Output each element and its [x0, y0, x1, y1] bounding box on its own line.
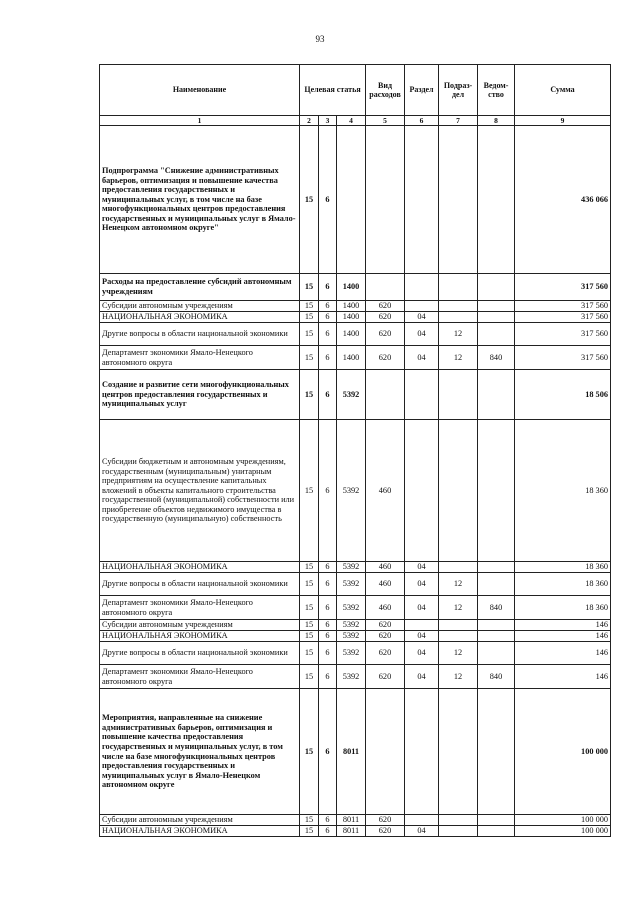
row-target-program: 15	[300, 665, 319, 689]
row-department	[478, 562, 515, 573]
row-subsection: 12	[439, 665, 478, 689]
row-target-program: 15	[300, 573, 319, 596]
row-target-program: 15	[300, 312, 319, 323]
row-department	[478, 631, 515, 642]
row-amount: 146	[515, 631, 611, 642]
row-target-subprogram: 6	[319, 370, 337, 420]
row-amount: 100 000	[515, 826, 611, 837]
row-name: Субсидии автономным учреждениям	[100, 815, 300, 826]
budget-table	[99, 64, 611, 837]
row-amount: 100 000	[515, 689, 611, 815]
row-target-subprogram: 6	[319, 596, 337, 620]
table-row	[100, 370, 611, 420]
row-target-program: 15	[300, 346, 319, 370]
row-department	[478, 274, 515, 301]
row-target-code: 1400	[337, 301, 366, 312]
row-expense-type: 460	[366, 420, 405, 562]
header-target: Целевая статья	[300, 65, 366, 116]
row-target-code: 1400	[337, 274, 366, 301]
row-amount: 18 360	[515, 420, 611, 562]
row-expense-type: 620	[366, 665, 405, 689]
row-amount: 18 360	[515, 596, 611, 620]
table-row	[100, 665, 611, 689]
row-name: НАЦИОНАЛЬНАЯ ЭКОНОМИКА	[100, 826, 300, 837]
row-department	[478, 815, 515, 826]
row-target-program: 15	[300, 642, 319, 665]
row-subsection: 12	[439, 323, 478, 346]
column-number: 7	[439, 116, 478, 126]
table-row	[100, 642, 611, 665]
row-section: 04	[405, 312, 439, 323]
row-department	[478, 323, 515, 346]
table-row	[100, 826, 611, 837]
column-number: 5	[366, 116, 405, 126]
header-amount: Сумма	[515, 65, 611, 116]
row-target-code	[337, 126, 366, 274]
row-subsection	[439, 370, 478, 420]
row-subsection	[439, 631, 478, 642]
row-target-program: 15	[300, 815, 319, 826]
row-target-program: 15	[300, 596, 319, 620]
row-name: Другие вопросы в области национальной экономики	[100, 323, 300, 346]
table-row	[100, 126, 611, 274]
row-target-code: 5392	[337, 620, 366, 631]
header-row	[100, 65, 611, 116]
column-number-row	[100, 116, 611, 126]
row-section	[405, 689, 439, 815]
row-target-subprogram: 6	[319, 274, 337, 301]
row-section: 04	[405, 826, 439, 837]
table-row	[100, 573, 611, 596]
row-expense-type: 620	[366, 323, 405, 346]
row-department	[478, 126, 515, 274]
row-amount: 317 560	[515, 323, 611, 346]
row-target-subprogram: 6	[319, 689, 337, 815]
row-target-code: 8011	[337, 826, 366, 837]
row-expense-type: 620	[366, 312, 405, 323]
row-section	[405, 126, 439, 274]
row-department	[478, 620, 515, 631]
table-row	[100, 596, 611, 620]
row-target-subprogram: 6	[319, 826, 337, 837]
row-section	[405, 370, 439, 420]
row-target-program: 15	[300, 274, 319, 301]
header-department: Ведом-ство	[478, 65, 515, 116]
row-expense-type	[366, 689, 405, 815]
row-name: Субсидии автономным учреждениям	[100, 301, 300, 312]
table-row	[100, 620, 611, 631]
row-amount: 146	[515, 620, 611, 631]
row-name: НАЦИОНАЛЬНАЯ ЭКОНОМИКА	[100, 562, 300, 573]
row-name: Департамент экономики Ямало-Ненецкого автономного округа	[100, 665, 300, 689]
row-name: Департамент экономики Ямало-Ненецкого автономного округа	[100, 596, 300, 620]
row-target-subprogram: 6	[319, 420, 337, 562]
row-target-program: 15	[300, 562, 319, 573]
header-subsection: Подраз-дел	[439, 65, 478, 116]
row-target-subprogram: 6	[319, 665, 337, 689]
row-department	[478, 370, 515, 420]
column-number: 6	[405, 116, 439, 126]
row-expense-type	[366, 370, 405, 420]
row-target-code: 5392	[337, 665, 366, 689]
row-expense-type: 460	[366, 596, 405, 620]
row-expense-type: 620	[366, 301, 405, 312]
row-section	[405, 620, 439, 631]
row-target-code: 5392	[337, 631, 366, 642]
row-amount: 146	[515, 642, 611, 665]
column-number: 9	[515, 116, 611, 126]
page-number: 93	[315, 34, 325, 44]
row-target-program: 15	[300, 370, 319, 420]
row-name: НАЦИОНАЛЬНАЯ ЭКОНОМИКА	[100, 312, 300, 323]
row-department	[478, 826, 515, 837]
table-row	[100, 689, 611, 815]
row-name: Другие вопросы в области национальной экономики	[100, 573, 300, 596]
row-department	[478, 301, 515, 312]
row-department: 840	[478, 596, 515, 620]
row-amount: 317 560	[515, 274, 611, 301]
table-row	[100, 562, 611, 573]
column-number: 2	[300, 116, 319, 126]
table-row	[100, 312, 611, 323]
row-name: Субсидии бюджетным и автономным учреждениям, государственным (муниципальным) унитарным предприятиям на осуществление капитальных вложений в объекты капитального строительства государственной (муниципальной) собственности или приобретение объектов недвижимого имущества в государственную (муниципальную) собственность	[100, 420, 300, 562]
row-subsection	[439, 562, 478, 573]
table-row	[100, 420, 611, 562]
table-row	[100, 346, 611, 370]
header-section: Раздел	[405, 65, 439, 116]
row-section: 04	[405, 573, 439, 596]
row-target-code: 1400	[337, 323, 366, 346]
row-target-program: 15	[300, 631, 319, 642]
row-subsection	[439, 312, 478, 323]
row-target-code: 8011	[337, 815, 366, 826]
row-amount: 317 560	[515, 301, 611, 312]
row-name: Создание и развитие сети многофункциональных центров предоставления государственных и муниципальных услуг	[100, 370, 300, 420]
row-target-code: 5392	[337, 420, 366, 562]
row-amount: 18 360	[515, 573, 611, 596]
row-subsection	[439, 301, 478, 312]
row-subsection	[439, 620, 478, 631]
row-section: 04	[405, 562, 439, 573]
column-number: 1	[100, 116, 300, 126]
row-target-code: 5392	[337, 642, 366, 665]
row-subsection	[439, 815, 478, 826]
row-expense-type	[366, 126, 405, 274]
row-target-program: 15	[300, 620, 319, 631]
column-number: 3	[319, 116, 337, 126]
row-department	[478, 642, 515, 665]
row-amount: 436 066	[515, 126, 611, 274]
row-target-subprogram: 6	[319, 126, 337, 274]
row-amount: 146	[515, 665, 611, 689]
row-section: 04	[405, 642, 439, 665]
row-target-code: 5392	[337, 562, 366, 573]
table-row	[100, 631, 611, 642]
row-target-subprogram: 6	[319, 573, 337, 596]
column-number: 4	[337, 116, 366, 126]
row-amount: 100 000	[515, 815, 611, 826]
row-name: Подпрограмма "Снижение административных барьеров, оптимизация и повышение качества предоставления государственных и муниципальных услуг, в том числе на базе многофункциональных центров предоставления государственных и муниципальных услуг в Ямало-Ненецком автономном округе"	[100, 126, 300, 274]
row-amount: 18 360	[515, 562, 611, 573]
row-expense-type	[366, 274, 405, 301]
row-target-code: 8011	[337, 689, 366, 815]
row-section	[405, 301, 439, 312]
row-target-code: 1400	[337, 346, 366, 370]
row-target-subprogram: 6	[319, 620, 337, 631]
column-number: 8	[478, 116, 515, 126]
row-section: 04	[405, 323, 439, 346]
row-target-code: 5392	[337, 596, 366, 620]
row-target-program: 15	[300, 420, 319, 562]
row-expense-type: 620	[366, 620, 405, 631]
table-row	[100, 815, 611, 826]
row-name: Департамент экономики Ямало-Ненецкого автономного округа	[100, 346, 300, 370]
row-target-subprogram: 6	[319, 815, 337, 826]
row-expense-type: 620	[366, 642, 405, 665]
row-amount: 317 560	[515, 312, 611, 323]
header-expense-type: Вид расходов	[366, 65, 405, 116]
row-target-code: 1400	[337, 312, 366, 323]
row-expense-type: 460	[366, 573, 405, 596]
row-section	[405, 274, 439, 301]
row-subsection	[439, 826, 478, 837]
table-row	[100, 323, 611, 346]
row-name: Субсидии автономным учреждениям	[100, 620, 300, 631]
row-expense-type: 620	[366, 631, 405, 642]
row-target-program: 15	[300, 826, 319, 837]
row-subsection: 12	[439, 573, 478, 596]
row-department	[478, 689, 515, 815]
row-name: Расходы на предоставление субсидий автономным учреждениям	[100, 274, 300, 301]
row-section: 04	[405, 665, 439, 689]
row-target-subprogram: 6	[319, 323, 337, 346]
row-section	[405, 815, 439, 826]
row-expense-type: 460	[366, 562, 405, 573]
row-subsection	[439, 420, 478, 562]
row-amount: 317 560	[515, 346, 611, 370]
row-department: 840	[478, 665, 515, 689]
row-target-code: 5392	[337, 573, 366, 596]
row-expense-type: 620	[366, 346, 405, 370]
row-section: 04	[405, 631, 439, 642]
row-target-subprogram: 6	[319, 631, 337, 642]
row-department	[478, 573, 515, 596]
row-target-program: 15	[300, 301, 319, 312]
row-name: Мероприятия, направленные на снижение административных барьеров, оптимизация и повышение качества предоставления государственных и муниципальных услуг, в том числе на базе многофункциональных центров предоставления государственных и муниципальных услуг в Ямало-Ненецком автономном округе	[100, 689, 300, 815]
row-section: 04	[405, 596, 439, 620]
row-target-subprogram: 6	[319, 301, 337, 312]
row-subsection: 12	[439, 596, 478, 620]
row-department: 840	[478, 346, 515, 370]
row-name: Другие вопросы в области национальной экономики	[100, 642, 300, 665]
row-expense-type: 620	[366, 815, 405, 826]
row-subsection	[439, 689, 478, 815]
row-department	[478, 420, 515, 562]
row-amount: 18 506	[515, 370, 611, 420]
row-target-subprogram: 6	[319, 346, 337, 370]
row-target-program: 15	[300, 689, 319, 815]
row-subsection	[439, 274, 478, 301]
row-target-subprogram: 6	[319, 562, 337, 573]
table-row	[100, 301, 611, 312]
row-department	[478, 312, 515, 323]
row-subsection: 12	[439, 642, 478, 665]
row-subsection	[439, 126, 478, 274]
row-target-subprogram: 6	[319, 642, 337, 665]
row-section	[405, 420, 439, 562]
row-subsection: 12	[439, 346, 478, 370]
row-target-code: 5392	[337, 370, 366, 420]
header-name: Наименование	[100, 65, 300, 116]
row-section: 04	[405, 346, 439, 370]
table-row	[100, 274, 611, 301]
row-target-program: 15	[300, 126, 319, 274]
row-target-subprogram: 6	[319, 312, 337, 323]
row-name: НАЦИОНАЛЬНАЯ ЭКОНОМИКА	[100, 631, 300, 642]
row-expense-type: 620	[366, 826, 405, 837]
row-target-program: 15	[300, 323, 319, 346]
